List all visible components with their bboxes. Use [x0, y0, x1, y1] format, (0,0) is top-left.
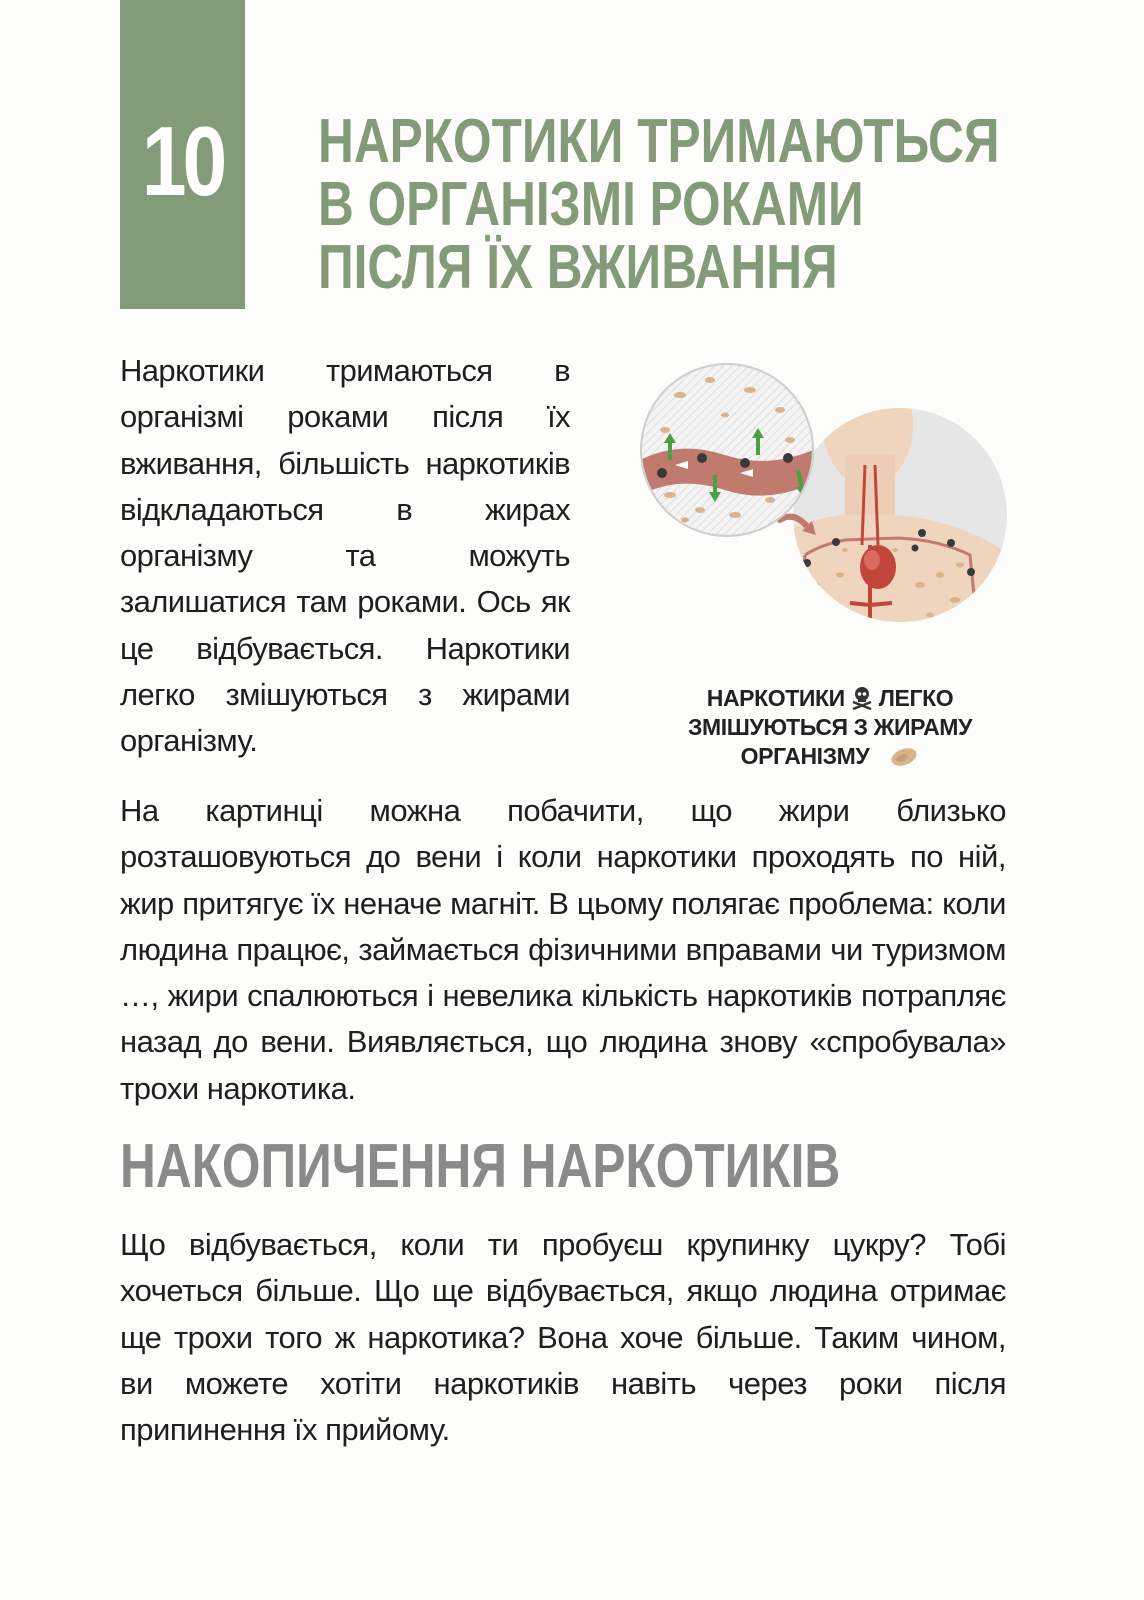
caption-word-drugs: НАРКОТИКИ: [706, 685, 845, 711]
accumulation-paragraph: Що відбувається, коли ти пробуєш крупинку цукру? Тобі хочеться більше. Що ще відбувається, якщо людина отримає ще трохи того ж наркотика? Вона хоче більше. Таким чином, ви можете хотіти наркотиків навіть через роки після припинення їх прийому.: [120, 1227, 1006, 1448]
caption-line-3: [650, 742, 1010, 771]
intro-paragraph: Наркотики тримаються в організмі роками після їх вживання, більшість наркотиків відкладаються в жирах організму та можуть залишатися там роками. Ось як це відбувається. Наркотики легко змішуються з жирами організму.: [120, 353, 570, 759]
explanation-paragraph: На картинці можна побачити, що жири близько розташовуються до вени і коли наркотики проходять по ній, жир притягує їх неначе магніт. В цьому полягає проблема: коли людина працює, займається фізичними вправами чи туризмом …, жири спалюються і невелика кількість наркотиків потрапляє назад до вени. Виявляється, що людина знову «спробувала» трохи наркотика.: [120, 793, 1006, 1106]
caption-word-easily: ЛЕГКО: [878, 685, 954, 711]
chapter-number: 10: [141, 106, 224, 216]
caption-line-1: [650, 684, 1010, 713]
fat-storage-illustration: [640, 355, 1010, 660]
fat-cell-icon: [889, 746, 919, 768]
heart-shape: [860, 545, 896, 589]
page-title-line-3: ПІСЛЯ ЇХ ВЖИВАННЯ: [318, 233, 838, 302]
page-title: [318, 107, 1000, 302]
chapter-number-block: [120, 0, 245, 309]
skull-crossbones-icon: [851, 686, 873, 710]
caption-word-organism: ОРГАНІЗМУ: [740, 743, 870, 769]
page-title-line-2: В ОРГАНІЗМІ РОКАМИ: [318, 170, 864, 239]
figure-caption: [650, 684, 1010, 771]
caption-line-2: ЗМІШУЮТЬСЯ З ЖИРАМУ: [688, 714, 972, 740]
body-illustration-svg: [640, 355, 1010, 660]
section-heading: НАКОПИЧЕННЯ НАРКОТИКІВ: [120, 1132, 841, 1201]
page-title-line-1: НАРКОТИКИ ТРИМАЮТЬСЯ: [318, 107, 1000, 176]
